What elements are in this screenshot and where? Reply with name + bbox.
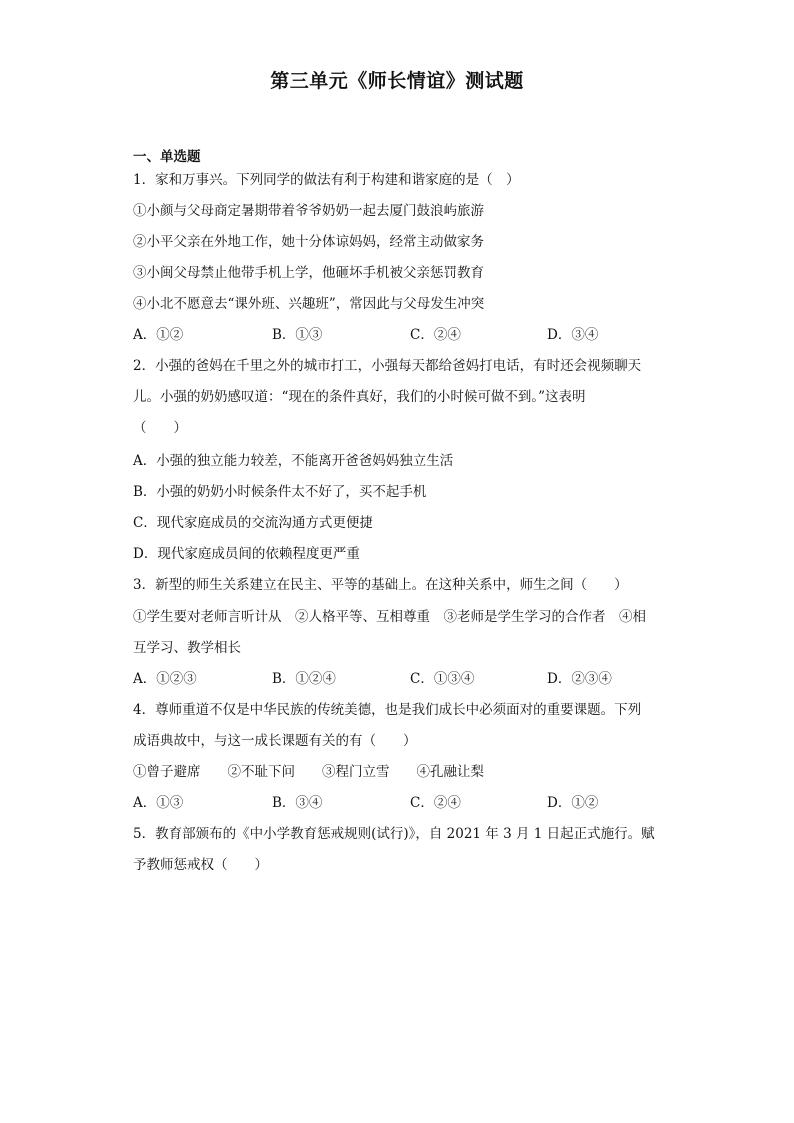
question-4-stem-line-2: 成语典故中，与这一成长课题有关的有（ ） — [133, 733, 417, 749]
question-1-item-3: ③小闽父母禁止他带手机上学，他砸坏手机被父亲惩罚教育 — [133, 265, 484, 281]
page-title: 第三单元《师长情谊》测试题 — [270, 70, 524, 92]
question-4-option-c: C．②④ — [410, 795, 461, 811]
question-2-option-b: B．小强的奶奶小时候条件太不好了，买不起手机 — [133, 484, 427, 500]
question-4-options — [133, 793, 673, 813]
question-3-stem: 3．新型的师生关系建立在民主、平等的基础上。在这种关系中，师生之间（ ） — [133, 577, 628, 593]
question-3-item-line-1: ①学生要对老师言听计从 ②人格平等、互相尊重 ③老师是学生学习的合作者 ④相 — [133, 609, 646, 625]
question-1-stem: 1．家和万事兴。下列同学的做法有利于构建和谐家庭的是（ ） — [133, 172, 520, 188]
question-1-option-b: B．①③ — [272, 327, 323, 343]
question-2-stem-line-3: （ ） — [133, 420, 187, 436]
question-3-item-line-2: 互学习、教学相长 — [133, 640, 241, 656]
question-1-option-d: D．③④ — [547, 327, 599, 343]
question-1-option-a: A．①② — [133, 327, 184, 343]
question-2-option-d: D．现代家庭成员间的依赖程度更严重 — [133, 546, 360, 562]
question-4-option-a: A．①③ — [133, 795, 184, 811]
question-5-stem-line-2: 予教师惩戒权（ ） — [133, 857, 268, 873]
question-1-option-c: C．②④ — [410, 327, 461, 343]
question-3-options — [133, 669, 673, 689]
question-1-item-1: ①小颜与父母商定暑期带着爷爷奶奶一起去厦门鼓浪屿旅游 — [133, 203, 484, 219]
question-4-option-d: D．①② — [547, 795, 599, 811]
question-3-option-b: B．①②④ — [272, 671, 336, 687]
question-3-option-d: D．②③④ — [547, 671, 612, 687]
question-2-option-a: A．小强的独立能力较差，不能离开爸爸妈妈独立生活 — [133, 453, 454, 469]
section-heading: 一、单选题 — [133, 149, 201, 165]
question-5-stem-line-1: 5．教育部颁布的《中小学教育惩戒规则(试行)》，自 2021 年 3 月 1 日起正式施行。赋 — [133, 826, 655, 842]
question-3-option-c: C．①③④ — [410, 671, 475, 687]
question-4-stem-line-1: 4．尊师重道不仅是中华民族的传统美德，也是我们成长中必须面对的重要课题。下列 — [133, 702, 642, 718]
question-4-option-b: B．③④ — [272, 795, 323, 811]
question-3-option-a: A．①②③ — [133, 671, 197, 687]
question-1-options — [133, 325, 673, 345]
question-2-option-c: C．现代家庭成员的交流沟通方式更便捷 — [133, 515, 373, 531]
question-4-items: ①曾子避席 ②不耻下问 ③程门立雪 ④孔融让梨 — [133, 764, 484, 780]
question-2-stem-line-1: 2．小强的爸妈在千里之外的城市打工，小强每天都给爸妈打电话，有时还会视频聊天 — [133, 358, 642, 374]
question-1-item-2: ②小平父亲在外地工作，她十分体谅妈妈，经常主动做家务 — [133, 234, 484, 250]
question-2-stem-line-2: 儿。小强的奶奶感叹道：“现在的条件真好，我们的小时候可做不到。”这表明 — [133, 389, 586, 405]
question-1-item-4: ④小北不愿意去“课外班、兴趣班”，常因此与父母发生冲突 — [133, 296, 485, 312]
